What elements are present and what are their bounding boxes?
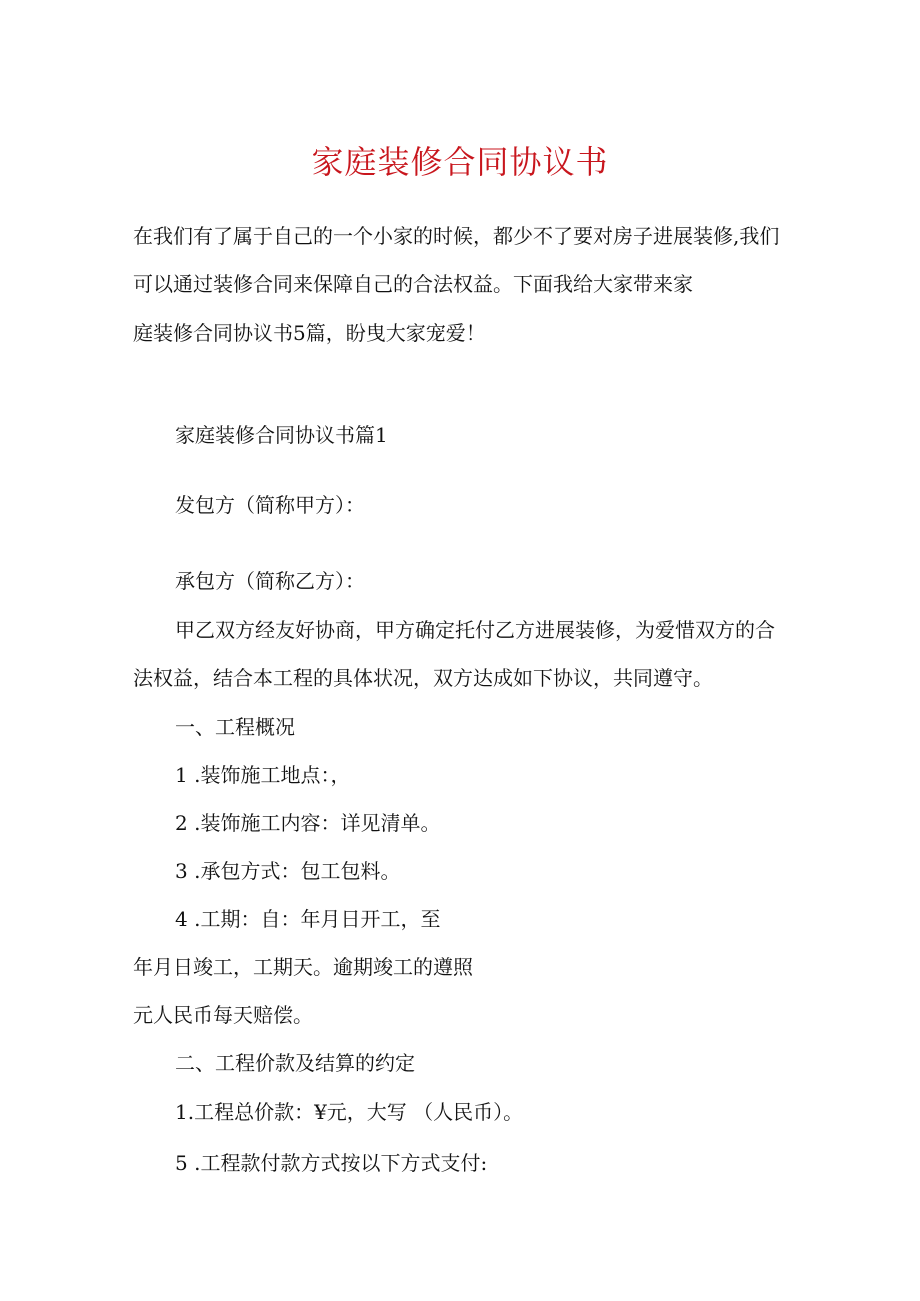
party-b-line: 承包方（简称乙方）： (175, 569, 365, 593)
part-one-item-3: 3 .承包方式：包工包料。 (175, 859, 401, 883)
agreement-line-2: 法权益，结合本工程的具体状况，双方达成如下协议，共同遵守。 (133, 666, 713, 690)
part-two-item-2: 5 .工程款付款方式按以下方式支付: (175, 1151, 488, 1175)
party-a-line: 发包方（简称甲方）： (175, 493, 365, 517)
agreement-line-1: 甲乙双方经友好协商，甲方确定托付乙方进展装修，为爱惜双方的合 (175, 618, 775, 642)
part-one-item-1: 1 .装饰施工地点：， (175, 763, 351, 787)
document-title: 家庭装修合同协议书 (311, 143, 609, 181)
part-one-item-2: 2 .装饰施工内容：详见清单。 (175, 811, 441, 835)
part-two-heading: 二、工程价款及结算的约定 (175, 1051, 415, 1075)
intro-line-1: 在我们有了属于自己的一个小家的时候，都少不了要对房子进展装修,我们 (133, 224, 780, 248)
part-one-continuation-1: 年月日竣工，工期天。逾期竣工的遵照 (133, 955, 473, 979)
part-one-continuation-2: 元人民币每天赔偿。 (133, 1003, 313, 1027)
part-one-heading: 一、工程概况 (175, 715, 295, 739)
part-two-item-1: 1.工程总价款：¥元，大写 （人民币）。 (175, 1100, 524, 1124)
intro-line-2: 可以通过装修合同来保障自己的合法权益。下面我给大家带来家 (133, 272, 693, 296)
intro-line-3: 庭装修合同协议书5篇，盼曳大家宠爱！ (133, 321, 486, 345)
section-heading: 家庭装修合同协议书篇1 (175, 423, 388, 447)
part-one-item-4: 4 .工期：自：年月日开工，至 (175, 907, 441, 931)
